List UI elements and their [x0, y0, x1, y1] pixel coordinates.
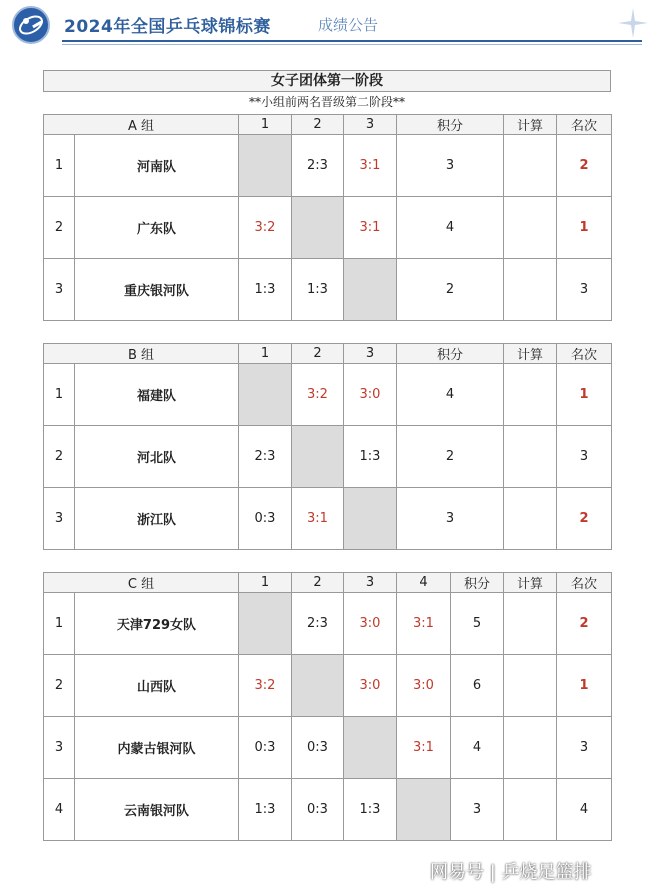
team-name: 重庆银河队	[75, 259, 239, 321]
table-row	[44, 259, 612, 321]
team-name: 福建队	[75, 364, 239, 426]
col-header: 1	[239, 573, 292, 593]
score-cell: 3:1	[397, 717, 451, 779]
table-row	[44, 426, 612, 488]
self-cell	[292, 655, 344, 717]
calc-cell	[504, 655, 557, 717]
team-name: 内蒙古银河队	[75, 717, 239, 779]
table-row	[44, 779, 612, 841]
group-c-table	[43, 572, 612, 841]
sparkle-icon	[616, 6, 650, 40]
row-number: 4	[44, 779, 75, 841]
points-cell: 2	[397, 259, 504, 321]
col-header: 4	[397, 573, 451, 593]
championship-title: 2024年全国乒乓球锦标赛	[64, 17, 271, 37]
rank-cell: 1	[557, 364, 612, 426]
score-cell: 0:3	[239, 488, 292, 550]
col-header-calc: 计算	[504, 573, 557, 593]
col-header: 3	[344, 115, 397, 135]
score-cell: 1:3	[239, 779, 292, 841]
score-cell: 3:2	[239, 655, 292, 717]
rank-cell: 1	[557, 655, 612, 717]
self-cell	[397, 779, 451, 841]
score-cell: 3:0	[344, 593, 397, 655]
row-number: 1	[44, 593, 75, 655]
col-header-points: 积分	[397, 115, 504, 135]
table-row	[44, 488, 612, 550]
team-name: 云南银河队	[75, 779, 239, 841]
score-cell: 3:0	[344, 655, 397, 717]
calc-cell	[504, 779, 557, 841]
col-header: 3	[344, 573, 397, 593]
table-row	[44, 135, 612, 197]
col-header: 2	[292, 115, 344, 135]
table-row	[44, 593, 612, 655]
table-row	[44, 197, 612, 259]
calc-cell	[504, 364, 557, 426]
row-number: 1	[44, 364, 75, 426]
score-cell: 1:3	[344, 426, 397, 488]
col-header-points: 积分	[451, 573, 504, 593]
self-cell	[239, 364, 292, 426]
score-cell: 3:0	[397, 655, 451, 717]
score-cell: 1:3	[344, 779, 397, 841]
self-cell	[344, 717, 397, 779]
score-cell: 2:3	[292, 593, 344, 655]
row-number: 2	[44, 655, 75, 717]
col-header-points: 积分	[397, 344, 504, 364]
row-number: 3	[44, 717, 75, 779]
rank-cell: 3	[557, 259, 612, 321]
score-cell: 0:3	[239, 717, 292, 779]
col-header-rank: 名次	[557, 344, 612, 364]
table-row	[44, 655, 612, 717]
team-name: 广东队	[75, 197, 239, 259]
calc-cell	[504, 717, 557, 779]
points-cell: 6	[451, 655, 504, 717]
col-header-rank: 名次	[557, 115, 612, 135]
self-cell	[292, 426, 344, 488]
points-cell: 3	[397, 488, 504, 550]
calc-cell	[504, 197, 557, 259]
team-name: 天津729女队	[75, 593, 239, 655]
header-divider	[62, 40, 642, 42]
points-cell: 4	[397, 364, 504, 426]
score-cell: 3:2	[239, 197, 292, 259]
points-cell: 5	[451, 593, 504, 655]
self-cell	[239, 135, 292, 197]
table-row	[44, 717, 612, 779]
self-cell	[239, 593, 292, 655]
row-number: 3	[44, 488, 75, 550]
rank-cell: 3	[557, 426, 612, 488]
table-header-row	[44, 344, 612, 364]
col-header: 1	[239, 115, 292, 135]
score-cell: 0:3	[292, 717, 344, 779]
calc-cell	[504, 259, 557, 321]
points-cell: 3	[397, 135, 504, 197]
group-b-table	[43, 343, 612, 550]
score-cell: 1:3	[239, 259, 292, 321]
row-number: 2	[44, 197, 75, 259]
score-cell: 3:1	[292, 488, 344, 550]
table-row	[44, 364, 612, 426]
calc-cell	[504, 593, 557, 655]
score-cell: 1:3	[292, 259, 344, 321]
col-header: 2	[292, 573, 344, 593]
self-cell	[344, 488, 397, 550]
col-header-rank: 名次	[557, 573, 612, 593]
rank-cell: 2	[557, 488, 612, 550]
advancement-note: **小组前两名晋级第二阶段**	[248, 95, 405, 109]
score-cell: 3:1	[344, 135, 397, 197]
score-cell: 2:3	[239, 426, 292, 488]
score-cell: 3:2	[292, 364, 344, 426]
rank-cell: 2	[557, 593, 612, 655]
col-header: 2	[292, 344, 344, 364]
score-cell: 0:3	[292, 779, 344, 841]
team-name: 山西队	[75, 655, 239, 717]
header-divider-thin	[62, 44, 642, 45]
points-cell: 3	[451, 779, 504, 841]
team-name: 浙江队	[75, 488, 239, 550]
calc-cell	[504, 135, 557, 197]
group-label: A 组	[44, 115, 239, 135]
rank-cell: 3	[557, 717, 612, 779]
rank-cell: 2	[557, 135, 612, 197]
row-number: 2	[44, 426, 75, 488]
score-cell: 3:1	[344, 197, 397, 259]
rank-cell: 1	[557, 197, 612, 259]
calc-cell	[504, 426, 557, 488]
points-cell: 2	[397, 426, 504, 488]
table-header-row	[44, 573, 612, 593]
col-header: 1	[239, 344, 292, 364]
score-cell: 2:3	[292, 135, 344, 197]
col-header-calc: 计算	[504, 344, 557, 364]
championship-logo-icon	[12, 6, 50, 44]
row-number: 3	[44, 259, 75, 321]
table-header-row	[44, 115, 612, 135]
points-cell: 4	[451, 717, 504, 779]
col-header: 3	[344, 344, 397, 364]
score-cell: 3:0	[344, 364, 397, 426]
row-number: 1	[44, 135, 75, 197]
calc-cell	[504, 488, 557, 550]
team-name: 河北队	[75, 426, 239, 488]
page-header	[0, 0, 660, 52]
self-cell	[292, 197, 344, 259]
score-cell: 3:1	[397, 593, 451, 655]
rank-cell: 4	[557, 779, 612, 841]
stage-title: 女子团体第一阶段	[43, 70, 611, 92]
group-a-table	[43, 114, 612, 321]
points-cell: 4	[397, 197, 504, 259]
group-label: B 组	[44, 344, 239, 364]
col-header-calc: 计算	[504, 115, 557, 135]
results-notice-label: 成绩公告	[318, 16, 379, 34]
self-cell	[344, 259, 397, 321]
source-watermark: 网易号 | 乒烧足篮排	[430, 862, 592, 883]
team-name: 河南队	[75, 135, 239, 197]
group-label: C 组	[44, 573, 239, 593]
